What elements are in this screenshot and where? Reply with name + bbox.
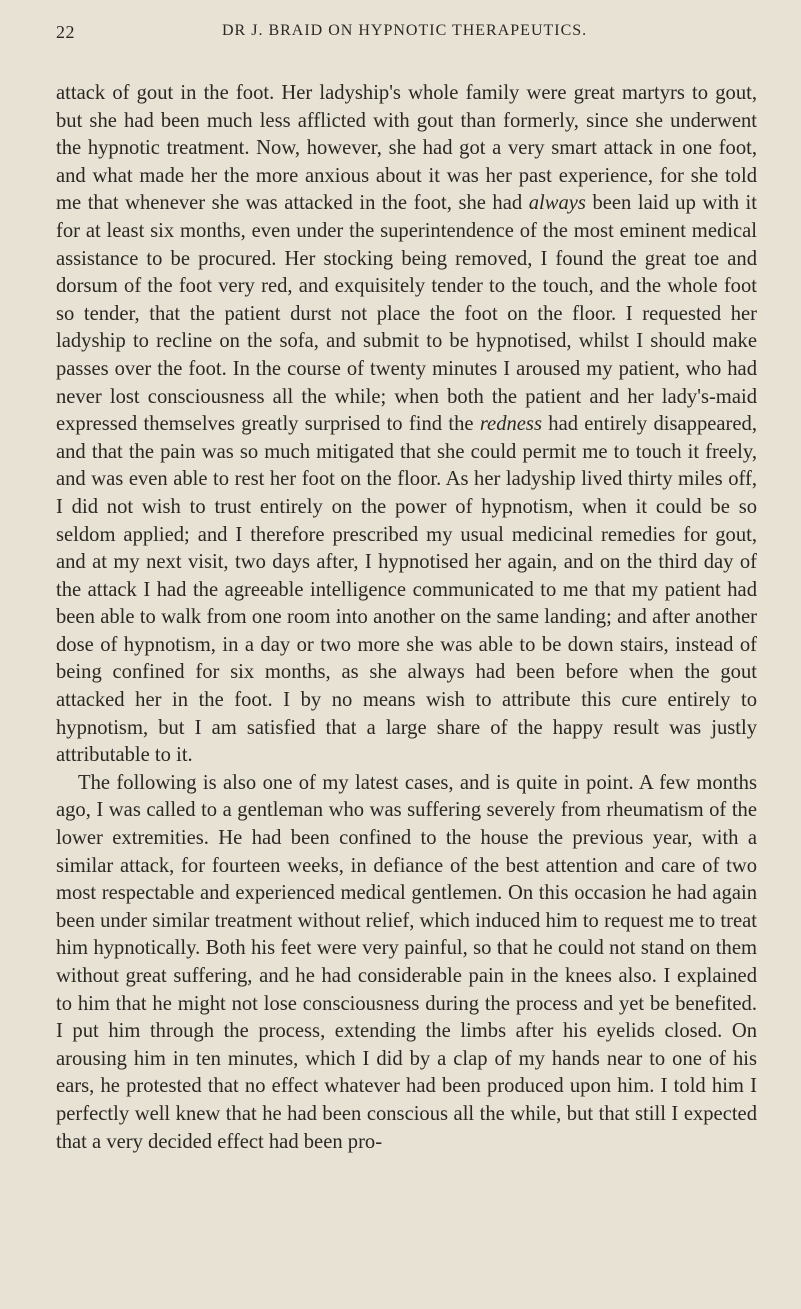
emphasis-always: always [528, 192, 586, 215]
paragraph-text: attack of gout in the foot. Her ladyship's whole family were great martyrs to gout, but she had been much less afflicted with gout than formerly, since she underwent the hypnotic treatment. Now, however, she had got a very smart attack in one foot, and what made her the more anxious about it was her past experience, for she told me that whenever she was attacked in the foot, she had [56, 82, 757, 215]
paragraph-rheumatism-case: The following is also one of my latest cases, and is quite in point. A few months ago, I was called to a gentleman who was suffering severely from rheumatism of the lower extremities. He had been confined to the house the previous year, with a similar attack, for fourteen weeks, in defiance of the best attention and care of two most respectable and experienced medical gentlemen. On this occasion he had again been under similar treatment without relief, which induced him to request me to treat him hypnotically. Both his feet were very painful, so that he could not stand on them without great suffering, and he had considerable pain in the knees also. I explained to him that he might not lose consciousness during the process and yet be benefited. I put him through the process, extending the limbs after his eyelids closed. On arousing him in ten minutes, which I did by a clap of my hands near to one of his ears, he protested that no effect whatever had been produced upon him. I told him I perfectly well knew that he had been conscious all the while, but that still I expected that a very decided effect had been pro- [56, 771, 757, 1153]
running-title: DR J. BRAID ON HYPNOTIC THERAPEUTICS. [222, 22, 588, 39]
paragraph-text: been laid up with it for at least six months, even under the superintendence of the most eminent medical assistance to be procured. Her stocking being removed, I found the great toe and dorsum of the foot very red, and exquisitely tender to the touch, and the whole foot so tender, that the patient durst not place the foot on the floor. I requested her ladyship to recline on the sofa, and submit to be hypnotised, whilst I should make passes over the foot. In the course of twenty minutes I aroused my patient, who had never lost consciousness all the while; when both the patient and her lady's-maid expressed themselves greatly surprised to find the [56, 192, 757, 436]
paragraph-gout-case [56, 80, 757, 770]
page-number: 22 [56, 22, 75, 42]
paragraph-text: had entirely disappeared, and that the pain was so much mitigated that she could permit me to touch it freely, and was even able to rest her foot on the floor. As her ladyship lived thirty miles off, I did not wish to trust entirely on the power of hypnotism, when it could be so seldom applied; and I therefore prescribed my usual medicinal remedies for gout, and at my next visit, two days after, I hypnotised her again, and on the third day of the attack I had the agreeable intelligence communicated to me that my patient had been able to walk from one room into another on the same landing; and after another dose of hypnotism, in a day or two more she was able to be down stairs, instead of being confined for six months, as she always had been before when the gout attacked her in the foot. I by no means wish to attribute this cure entirely to hypnotism, but I am satisfied that a large share of the happy result was justly attributable to it. [56, 413, 757, 767]
body-text [56, 80, 757, 1156]
page-header [56, 14, 757, 44]
emphasis-redness: redness [479, 413, 542, 436]
